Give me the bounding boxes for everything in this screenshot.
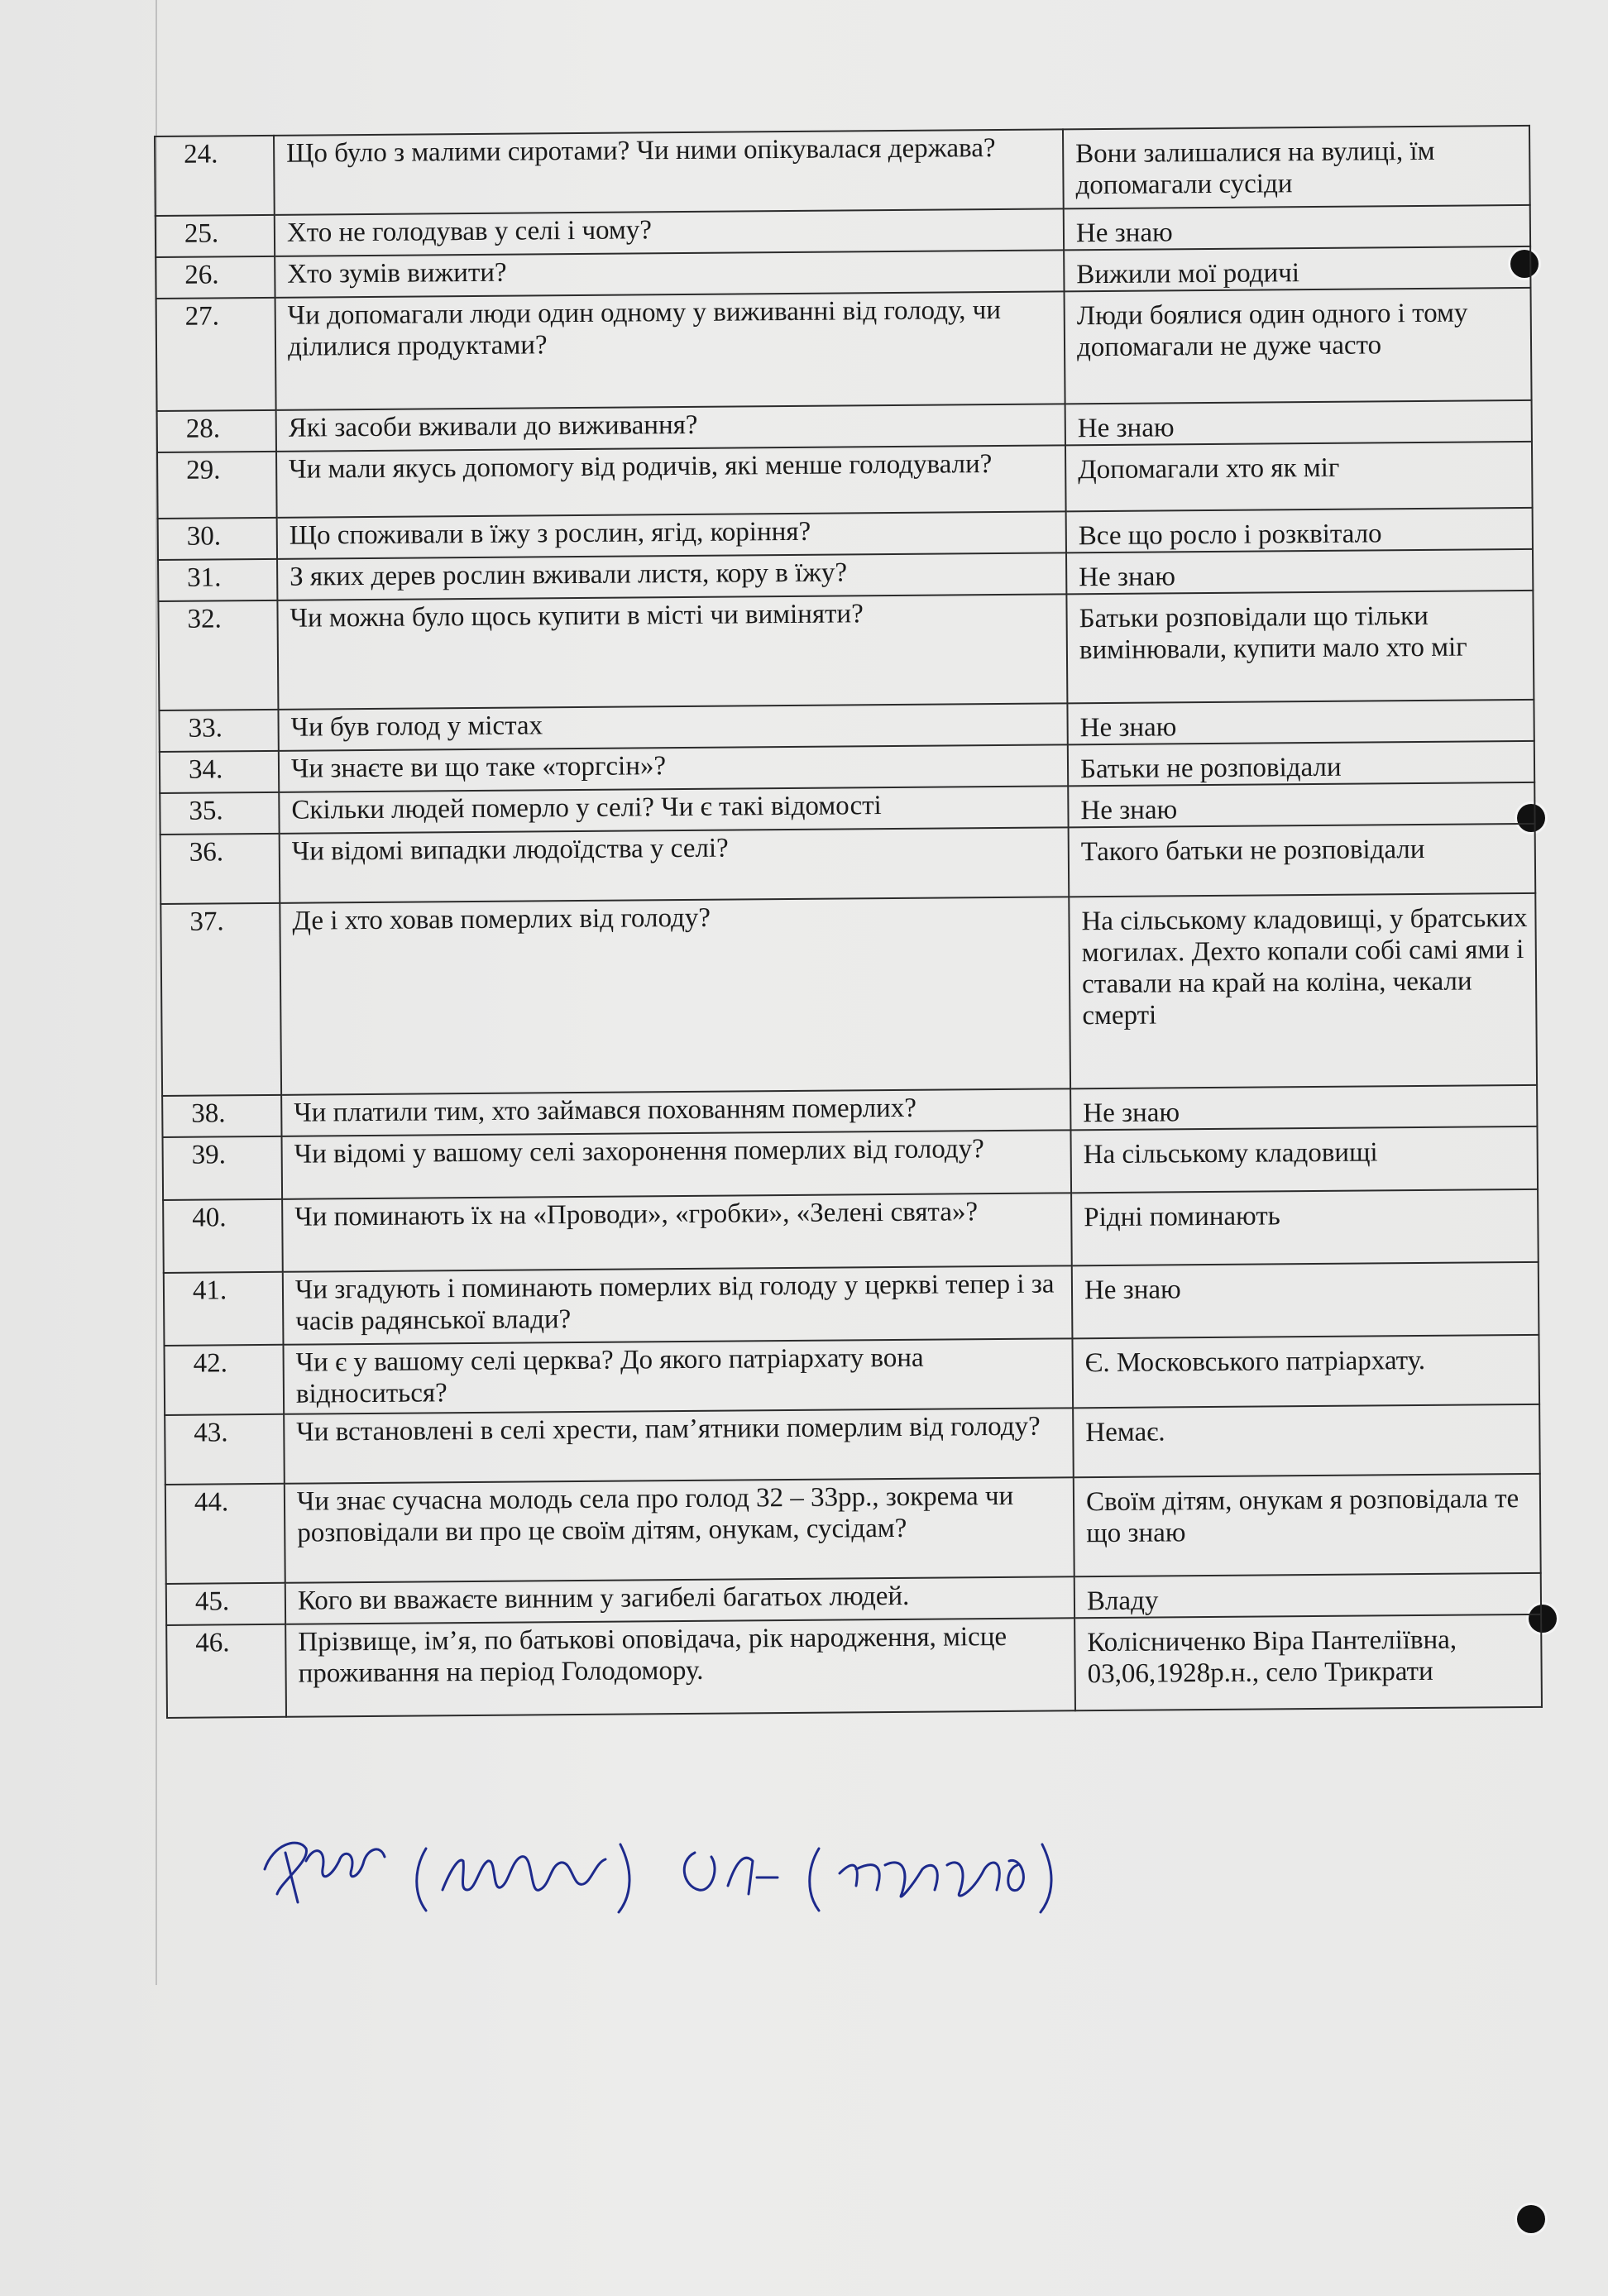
question-text: Які засоби вживали до виживання? xyxy=(276,404,1065,451)
question-text: Чи знає сучасна молодь села про голод 32 – 33рр., зокрема чи розповідали ви про це своїм дітям, онукам, сусідам? xyxy=(285,1477,1074,1582)
table-row xyxy=(158,591,1534,710)
question-text: Чи поминають їх на «Проводи», «гробки», «Зелені свята»? xyxy=(282,1193,1072,1271)
answer-text: Не знаю xyxy=(1065,400,1532,445)
question-number: 32. xyxy=(158,600,278,710)
answer-text: Немає. xyxy=(1073,1404,1540,1477)
question-number: 28. xyxy=(157,410,276,452)
question-number: 41. xyxy=(164,1272,284,1346)
answer-text: На сільському кладовищі xyxy=(1070,1126,1538,1193)
question-text: Чи допомагали люди один одному у виживанні від голоду, чи ділилися продуктами? xyxy=(275,291,1065,409)
question-number: 46. xyxy=(166,1624,286,1718)
answer-text: Владу xyxy=(1074,1573,1541,1618)
answer-text: Рідні поминають xyxy=(1071,1189,1539,1265)
question-number: 37. xyxy=(160,903,281,1096)
question-text: Кого ви вважаєте винним у загибелі багатьох людей. xyxy=(285,1576,1074,1624)
question-text: Де і хто ховав померлих від голоду? xyxy=(280,897,1070,1094)
answer-text: Є. Московського патріархату. xyxy=(1072,1335,1539,1408)
question-number: 24. xyxy=(155,136,275,216)
question-text: Чи мали якусь допомогу від родичів, які менше голодували? xyxy=(276,445,1066,517)
question-text: Чи згадують і поминають померлих від голоду у церкві тепер і за часів радянської влади? xyxy=(283,1265,1073,1344)
question-number: 39. xyxy=(163,1136,283,1200)
answer-text: На сільському кладовищі, у братських могилах. Дехто копали собі самі ями і ставали на край на коліна, чекали смерті xyxy=(1069,893,1537,1088)
table-row xyxy=(160,824,1536,904)
answer-text: Не знаю xyxy=(1072,1262,1539,1338)
answer-text: Батьки розповідали що тільки вимінювали, купити мало хто міг xyxy=(1066,591,1534,703)
answer-text: Не знаю xyxy=(1070,1085,1537,1130)
question-text: Чи був голод у містах xyxy=(278,703,1067,750)
question-text: Хто зумів вижити? xyxy=(275,250,1064,297)
question-number: 30. xyxy=(158,518,277,560)
question-number: 40. xyxy=(163,1199,283,1273)
question-text: Що було з малими сиротами? Чи ними опікувалася держава? xyxy=(274,129,1064,214)
table-row xyxy=(163,1189,1539,1273)
question-number: 29. xyxy=(157,452,277,519)
answer-text: Не знаю xyxy=(1064,205,1530,250)
question-text: З яких дерев рослин вживали листя, кору в їжу? xyxy=(277,552,1066,600)
table-row xyxy=(165,1474,1541,1584)
question-text: Хто не голодував у селі і чому? xyxy=(275,208,1064,256)
question-number: 45. xyxy=(166,1583,285,1625)
question-text: Чи встановлені в селі хрести, пам’ятники померлим від голоду? xyxy=(284,1408,1074,1483)
question-number: 34. xyxy=(160,751,279,793)
question-number: 42. xyxy=(164,1345,284,1415)
question-number: 38. xyxy=(162,1095,281,1137)
question-number: 36. xyxy=(160,834,280,904)
question-text: Чи відомі у вашому селі захоронення померлих від голоду? xyxy=(282,1130,1072,1198)
question-number: 35. xyxy=(160,792,279,835)
table-row xyxy=(166,1614,1542,1718)
question-text: Чи знаєте ви що таке «торгсін»? xyxy=(279,744,1068,792)
answer-text: Не знаю xyxy=(1068,782,1534,827)
handwritten-signature xyxy=(248,1811,1075,1919)
question-number: 43. xyxy=(165,1414,285,1485)
table-row xyxy=(155,126,1530,216)
question-number: 26. xyxy=(156,256,275,299)
answer-text: Все що росло і розквітало xyxy=(1066,508,1533,552)
question-text: Чи можна було щось купити в місті чи виміняти? xyxy=(277,594,1067,709)
punch-hole-4 xyxy=(1517,2205,1545,2233)
questionnaire-table xyxy=(154,125,1543,1719)
answer-text: Колісниченко Віра Пантеліївна, 03,06,1928р.н., село Трикрати xyxy=(1074,1614,1542,1710)
answer-text: Вони залишалися на вулиці, їм допомагали сусіди xyxy=(1063,126,1530,208)
question-text: Чи відомі випадки людоїдства у селі? xyxy=(280,827,1070,902)
table-row xyxy=(164,1262,1539,1346)
question-number: 27. xyxy=(156,298,276,411)
question-text: Чи є у вашому селі церква? До якого патріархату вона відноситься? xyxy=(283,1338,1073,1413)
question-number: 44. xyxy=(165,1484,285,1584)
answer-text: Вижили мої родичі xyxy=(1064,246,1530,291)
table-row xyxy=(160,893,1537,1096)
table-row xyxy=(164,1335,1539,1415)
question-number: 33. xyxy=(159,710,278,752)
answer-text: Допомагали хто як міг xyxy=(1065,442,1533,511)
answer-text: Не знаю xyxy=(1067,700,1534,744)
answer-text: Своїм дітям, онукам я розповідала те що знаю xyxy=(1074,1474,1541,1576)
signature-scribble xyxy=(248,1811,1075,1919)
table-row xyxy=(163,1126,1539,1200)
answer-text: Такого батьки не розповідали xyxy=(1069,824,1536,897)
question-number: 31. xyxy=(158,559,277,601)
question-text: Що споживали в їжу з рослин, ягід, коріння? xyxy=(277,511,1066,558)
table-row xyxy=(157,442,1533,519)
table-row xyxy=(156,288,1532,411)
answer-text: Батьки не розповідали xyxy=(1068,741,1534,786)
table-row xyxy=(165,1404,1540,1485)
question-text: Чи платили тим, хто займався похованням померлих? xyxy=(281,1088,1070,1136)
question-text: Прізвище, ім’я, по батькові оповідача, рік народження, місце проживання на період Голодомору. xyxy=(285,1618,1075,1716)
question-text: Скільки людей померло у селі? Чи є такі відомості xyxy=(279,786,1068,833)
answer-text: Не знаю xyxy=(1066,549,1533,594)
answer-text: Люди боялися один одного і тому допомагали не дуже часто xyxy=(1065,288,1532,404)
question-number: 25. xyxy=(156,215,275,257)
